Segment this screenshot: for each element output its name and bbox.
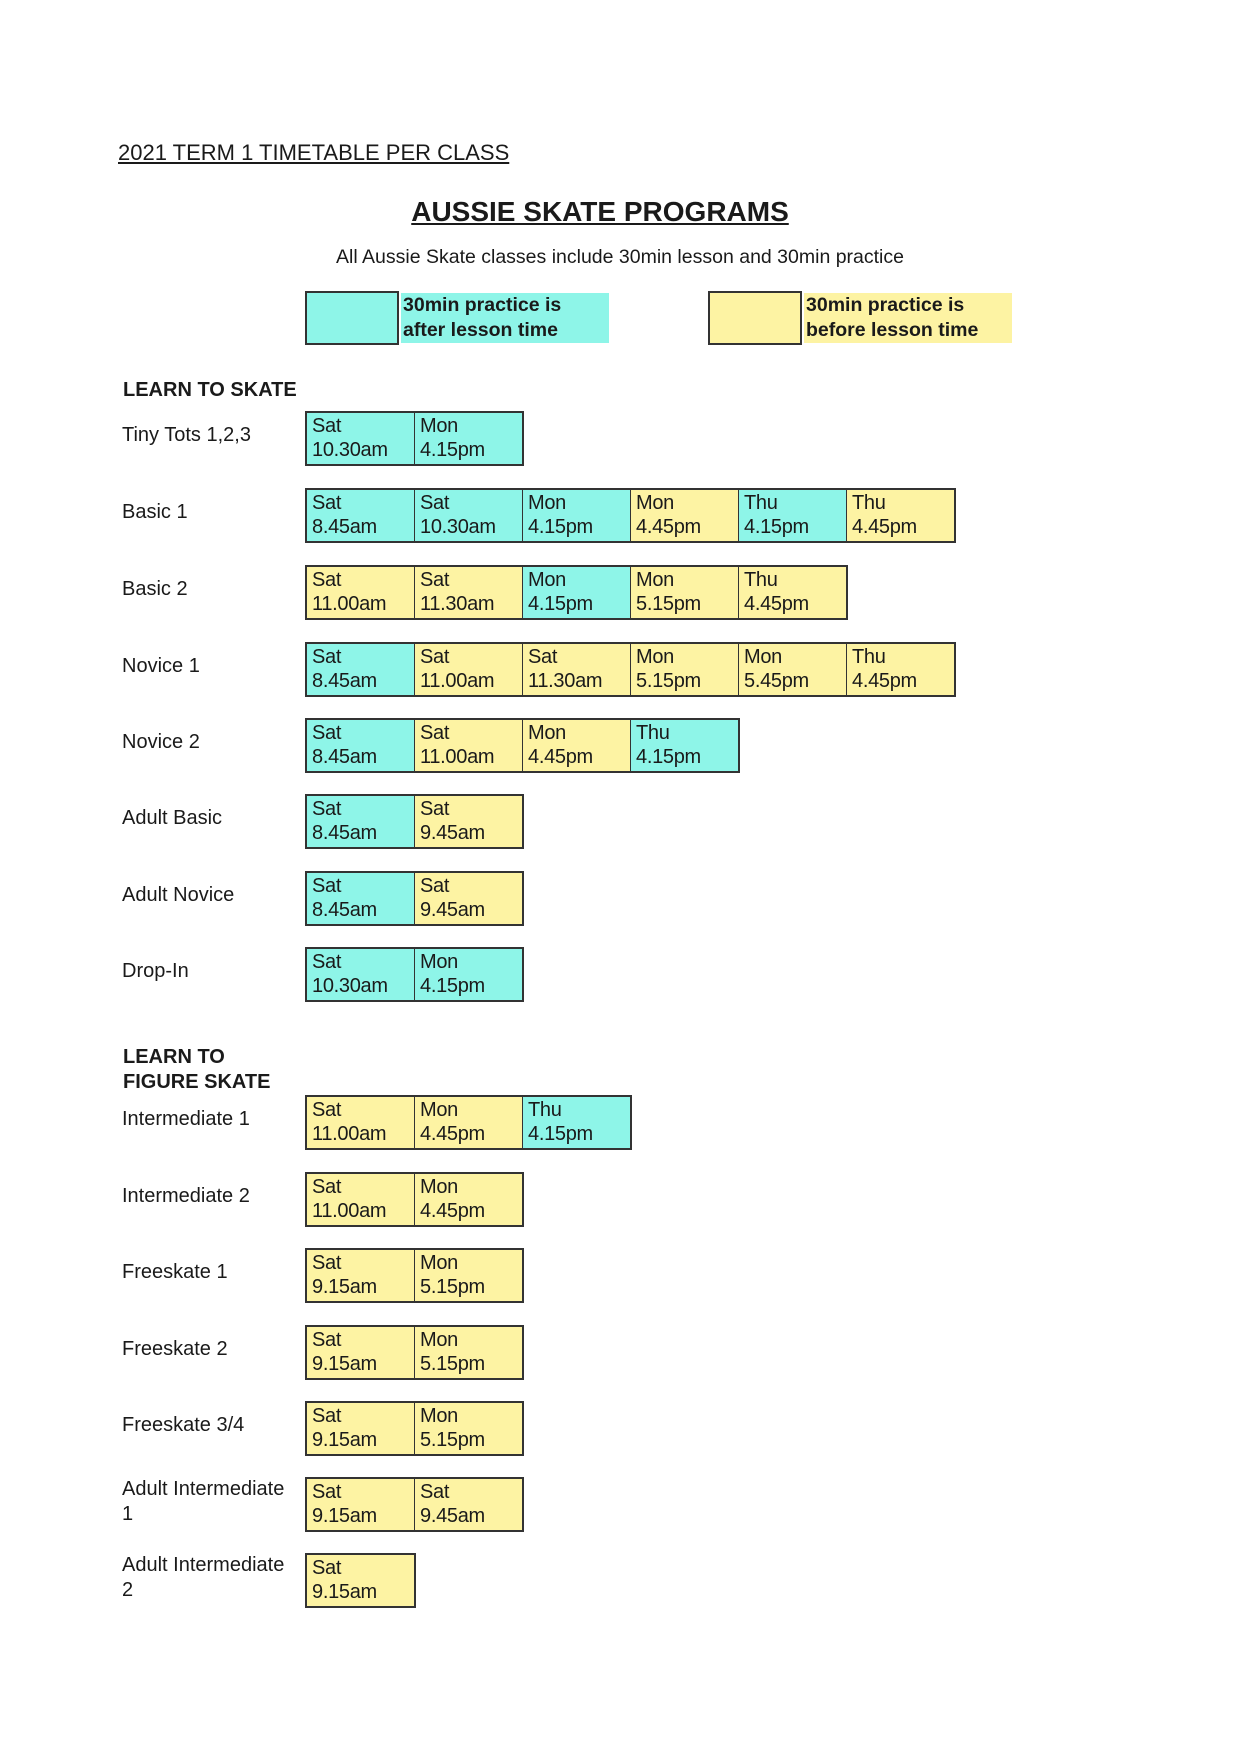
class-label-line: Novice 2 [122,731,200,753]
session-day: Sat [420,875,450,897]
session-day: Thu [852,492,886,514]
session-slot [523,1097,630,1148]
session-slot [307,1097,415,1148]
session-slot [307,644,415,695]
session-slot [523,644,631,695]
session-day: Sat [312,646,342,668]
session-day: Sat [312,492,342,514]
session-day: Mon [420,951,459,973]
session-slot [631,644,739,695]
session-day: Mon [744,646,783,668]
session-slot [415,490,523,541]
session-day: Sat [312,1329,342,1351]
session-day: Sat [312,1099,342,1121]
session-time: 9.15am [312,1581,377,1603]
session-day: Sat [528,646,558,668]
session-time: 4.45pm [420,1123,485,1145]
session-time: 11.30am [528,670,603,692]
session-slot [415,1174,522,1225]
session-time: 8.45am [312,822,377,844]
session-time: 5.15pm [636,670,701,692]
class-label-line: Freeskate 1 [122,1261,228,1283]
class-slots-row [305,642,956,697]
session-slot [631,720,738,771]
session-day: Mon [420,415,459,437]
session-day: Sat [420,569,450,591]
legend-swatch-after [305,291,399,345]
session-time: 5.15pm [636,593,701,615]
legend-before-line2: before lesson time [806,318,979,341]
session-slot [307,1403,415,1454]
session-day: Mon [420,1329,459,1351]
session-time: 10.30am [312,439,388,461]
session-time: 4.15pm [420,975,485,997]
class-label [122,1337,228,1362]
session-time: 9.45am [420,899,485,921]
legend-after-line2: after lesson time [403,318,558,341]
session-day: Sat [420,646,450,668]
class-label-line: Basic 2 [122,578,188,600]
session-day: Thu [744,492,778,514]
session-slot [415,567,523,618]
class-slots-row [305,565,848,620]
class-slots-row [305,1325,524,1380]
session-slot [415,1403,522,1454]
session-time: 9.15am [312,1429,377,1451]
session-slot [307,1250,415,1301]
class-label-line: Drop-In [122,960,189,982]
session-time: 4.45pm [420,1200,485,1222]
session-slot [415,413,522,464]
session-time: 9.15am [312,1505,377,1527]
session-slot [739,490,847,541]
session-day: Mon [528,722,567,744]
session-day: Sat [312,875,342,897]
session-day: Mon [420,1252,459,1274]
session-slot [739,567,846,618]
session-day: Sat [312,798,342,820]
session-time: 9.15am [312,1276,377,1298]
class-slots-row [305,718,740,773]
page-subtitle: All Aussie Skate classes include 30min lesson and 30min practice [336,246,904,268]
session-time: 8.45am [312,516,377,538]
session-time: 5.45pm [744,670,809,692]
class-slots-row [305,488,956,543]
class-label [122,577,188,602]
class-slots-row [305,1248,524,1303]
session-slot [523,567,631,618]
session-day: Sat [420,798,450,820]
session-slot [307,1555,414,1606]
session-slot [847,490,954,541]
class-slots-row [305,1095,632,1150]
class-label-line: Novice 1 [122,655,200,677]
class-label [122,1553,284,1603]
class-label-line: Freeskate 2 [122,1338,228,1360]
session-slot [415,1327,522,1378]
class-label [122,423,251,448]
class-slots-row [305,871,524,926]
session-slot [415,796,522,847]
session-slot [307,949,415,1000]
class-label-line: Tiny Tots 1,2,3 [122,424,251,446]
session-slot [307,720,415,771]
session-time: 4.45pm [744,593,809,615]
class-slots-row [305,1401,524,1456]
session-day: Mon [420,1405,459,1427]
session-time: 5.15pm [420,1429,485,1451]
session-slot [307,1174,415,1225]
class-label-line: 2 [122,1579,134,1601]
session-time: 10.30am [420,516,496,538]
section-title-learn-to-figure-skate [123,1045,270,1095]
section-title-line: LEARN TO [123,1046,225,1068]
session-time: 5.15pm [420,1353,485,1375]
session-time: 11.00am [312,1200,387,1222]
class-label [122,500,188,525]
session-day: Sat [312,1557,342,1579]
session-day: Sat [420,492,450,514]
class-label-line: 1 [122,1503,134,1525]
session-time: 4.45pm [636,516,701,538]
class-label [122,959,189,984]
session-time: 9.45am [420,1505,485,1527]
session-time: 11.00am [420,670,495,692]
class-label [122,730,200,755]
session-slot [415,873,522,924]
class-label [122,1477,284,1527]
session-day: Sat [312,1176,342,1198]
class-label-line: Adult Novice [122,884,235,906]
section-title-line: LEARN TO SKATE [123,379,297,401]
session-slot [307,567,415,618]
session-slot [307,490,415,541]
session-day: Sat [312,569,342,591]
legend-before-line1: 30min practice is [806,294,965,316]
class-slots-row [305,947,524,1002]
class-label [122,1184,250,1209]
session-time: 4.15pm [528,593,593,615]
session-day: Thu [636,722,670,744]
session-time: 10.30am [312,975,388,997]
session-time: 8.45am [312,746,377,768]
session-day: Thu [528,1099,562,1121]
session-slot [847,644,954,695]
session-time: 4.15pm [528,516,593,538]
session-day: Sat [312,951,342,973]
legend-text-after [401,293,609,343]
session-day: Sat [420,1481,450,1503]
class-slots-row [305,411,524,466]
session-slot [415,720,523,771]
session-time: 5.15pm [420,1276,485,1298]
section-title-line: FIGURE SKATE [123,1071,271,1093]
session-slot [631,490,739,541]
session-slot [523,490,631,541]
section-title-learn-to-skate [123,378,297,403]
session-time: 8.45am [312,899,377,921]
session-day: Sat [312,415,342,437]
session-time: 8.45am [312,670,377,692]
class-label [122,1413,244,1438]
session-time: 4.15pm [744,516,809,538]
session-day: Mon [420,1176,459,1198]
class-label-line: Basic 1 [122,501,188,523]
session-day: Sat [312,722,342,744]
class-slots-row [305,1477,524,1532]
class-label-line: Adult Intermediate [122,1478,285,1500]
class-label-line: Freeskate 3/4 [122,1414,245,1436]
session-slot [307,413,415,464]
session-time: 11.00am [312,593,387,615]
session-slot [631,567,739,618]
class-slots-row [305,1553,416,1608]
session-slot [739,644,847,695]
session-time: 11.30am [420,593,495,615]
session-time: 9.45am [420,822,485,844]
session-day: Mon [528,492,567,514]
session-day: Thu [744,569,778,591]
session-time: 4.45pm [852,670,917,692]
session-time: 11.00am [420,746,495,768]
session-day: Mon [636,569,675,591]
class-label-line: Intermediate 2 [122,1185,250,1207]
session-time: 4.45pm [852,516,917,538]
session-time: 4.15pm [420,439,485,461]
session-day: Sat [312,1481,342,1503]
class-label-line: Adult Basic [122,807,223,829]
legend-swatch-before [708,291,802,345]
class-label [122,1260,228,1285]
session-day: Mon [636,492,675,514]
session-day: Mon [420,1099,459,1121]
class-label [122,883,234,908]
legend-after-line1: 30min practice is [403,294,562,316]
session-slot [415,644,523,695]
session-slot [523,720,631,771]
session-time: 11.00am [312,1123,387,1145]
session-slot [307,796,415,847]
session-slot [307,1327,415,1378]
timetable-heading: 2021 TERM 1 TIMETABLE PER CLASS [118,140,510,165]
session-day: Sat [420,722,450,744]
session-day: Sat [312,1252,342,1274]
class-slots-row [305,1172,524,1227]
class-label [122,806,222,831]
session-slot [307,1479,415,1530]
class-label [122,654,200,679]
class-label [122,1107,250,1132]
session-day: Sat [312,1405,342,1427]
page-title: AUSSIE SKATE PROGRAMS [411,196,789,227]
session-time: 4.45pm [528,746,593,768]
session-day: Mon [528,569,567,591]
class-label-line: Adult Intermediate [122,1554,285,1576]
session-slot [307,873,415,924]
session-day: Thu [852,646,886,668]
session-slot [415,1097,523,1148]
session-slot [415,949,522,1000]
class-slots-row [305,794,524,849]
class-label-line: Intermediate 1 [122,1108,250,1130]
session-time: 9.15am [312,1353,377,1375]
session-slot [415,1479,522,1530]
session-day: Mon [636,646,675,668]
session-time: 4.15pm [636,746,701,768]
session-time: 4.15pm [528,1123,593,1145]
session-slot [415,1250,522,1301]
legend-text-before [804,293,1012,343]
